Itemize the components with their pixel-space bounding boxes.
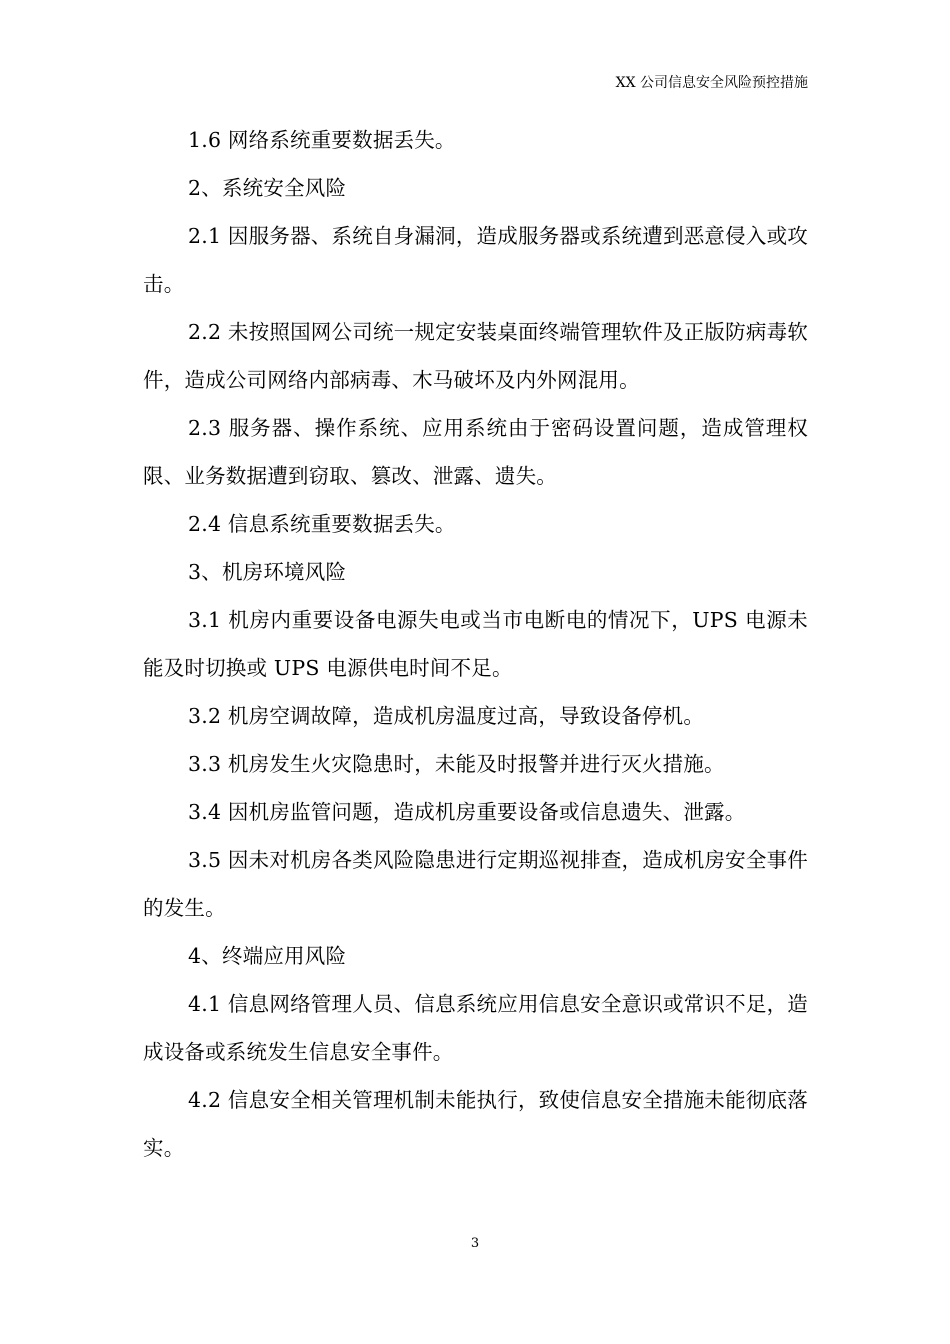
- section-heading: 4、终端应用风险: [188, 944, 347, 968]
- paragraph: 3.2 机房空调故障，造成机房温度过高，导致设备停机。: [188, 704, 705, 728]
- paragraph: 3.4 因机房监管问题，造成机房重要设备或信息遗失、泄露。: [188, 800, 746, 824]
- paragraph: 4.2 信息安全相关管理机制未能执行，致使信息安全措施未能彻底落实。: [143, 1088, 808, 1160]
- paragraph: 3.5 因未对机房各类风险隐患进行定期巡视排查，造成机房安全事件的发生。: [143, 848, 808, 920]
- paragraph: 2.3 服务器、操作系统、应用系统由于密码设置问题，造成管理权限、业务数据遭到窃取、篡改、泄露、遗失。: [143, 416, 808, 488]
- paragraph: 2.2 未按照国网公司统一规定安装桌面终端管理软件及正版防病毒软件，造成公司网络内部病毒、木马破坏及内外网混用。: [143, 320, 808, 392]
- paragraph: 4.1 信息网络管理人员、信息系统应用信息安全意识或常识不足，造成设备或系统发生信息安全事件。: [143, 992, 808, 1064]
- document-body: [143, 116, 808, 1172]
- section-heading: 2、系统安全风险: [188, 176, 347, 200]
- running-header: XX 公司信息安全风险预控措施: [615, 75, 808, 91]
- paragraph: 2.4 信息系统重要数据丢失。: [188, 512, 456, 536]
- paragraph: 3.1 机房内重要设备电源失电或当市电断电的情况下，UPS 电源未能及时切换或 UPS 电源供电时间不足。: [143, 608, 808, 680]
- paragraph: 3.3 机房发生火灾隐患时，未能及时报警并进行灭火措施。: [188, 752, 725, 776]
- paragraph: 2.1 因服务器、系统自身漏洞，造成服务器或系统遭到恶意侵入或攻击。: [143, 224, 808, 296]
- paragraph: 1.6 网络系统重要数据丢失。: [188, 128, 456, 152]
- page-number: 3: [470, 1236, 480, 1251]
- section-heading: 3、机房环境风险: [188, 560, 347, 584]
